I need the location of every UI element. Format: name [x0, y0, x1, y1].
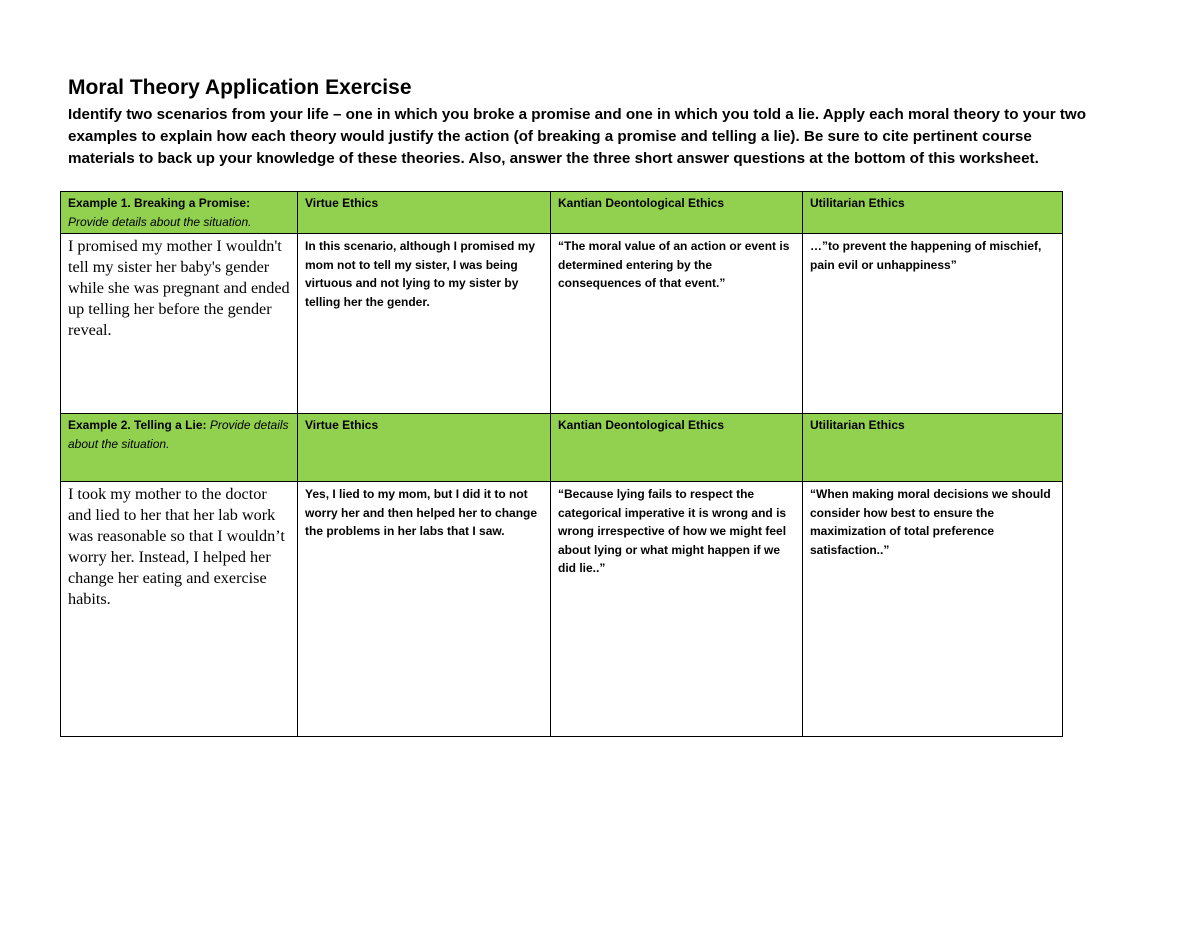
example-1-answer-row: [61, 234, 1063, 414]
example-1-label-cell: [61, 192, 298, 234]
example-1-header-row: [61, 192, 1063, 234]
example-2-kantian-answer[interactable]: “Because lying fails to respect the categorical imperative it is wrong and is wrong irrespective of how we might feel about lying or what might happen if we did lie..”: [551, 482, 803, 737]
page-title-suffix: Exercise: [325, 76, 412, 99]
example-2-label-cell: [61, 414, 298, 482]
example-2-kantian-header: Kantian Deontological Ethics: [551, 414, 803, 482]
example-2-utilitarian-header: Utilitarian Ethics: [803, 414, 1063, 482]
example-2-utilitarian-answer[interactable]: “When making moral decisions we should consider how best to ensure the maximization of total preference satisfaction..”: [803, 482, 1063, 737]
example-1-prompt: Provide details about the situation.: [68, 214, 252, 229]
example-2-answer-row: [61, 482, 1063, 737]
example-1-utilitarian-header: Utilitarian Ethics: [803, 192, 1063, 234]
example-1-utilitarian-answer[interactable]: …”to prevent the happening of mischief, pain evil or unhappiness”: [803, 234, 1063, 414]
example-2-header-row: [61, 414, 1063, 482]
example-1-virtue-header: Virtue Ethics: [298, 192, 551, 234]
example-2-label: Example 2. Telling a Lie:: [68, 418, 207, 432]
example-1-kantian-answer[interactable]: “The moral value of an action or event is determined entering by the consequences of that event.”: [551, 234, 803, 414]
example-1-virtue-answer[interactable]: In this scenario, although I promised my mom not to tell my sister, I was being virtuous and not lying to my sister by telling her the gender.: [298, 234, 551, 414]
example-2-virtue-header: Virtue Ethics: [298, 414, 551, 482]
example-2-virtue-answer[interactable]: Yes, I lied to my mom, but I did it to not worry her and then helped her to change the problems in her labs that I saw.: [298, 482, 551, 737]
example-2-prompt: Provide details about the situation.: [68, 418, 289, 451]
example-2-scenario[interactable]: I took my mother to the doctor and lied to her that her lab work was reasonable so that I wouldn’t worry her. Instead, I helped her change her eating and exercise habits.: [61, 482, 298, 737]
example-1-kantian-header: Kantian Deontological Ethics: [551, 192, 803, 234]
ethics-worksheet-table: [60, 191, 1063, 737]
page-title: [68, 76, 412, 100]
example-1-scenario[interactable]: I promised my mother I wouldn't tell my sister her baby's gender while she was pregnant and ended up telling her before the gender reveal.: [61, 234, 298, 414]
instructions-paragraph: Identify two scenarios from your life – one in which you broke a promise and one in which you told a lie. Apply each moral theory to your two examples to explain how each theory would justify the action (of breaking a promise and telling a lie). Be sure to cite pertinent course materials to back up your knowledge of these theories. Also, answer the three short answer questions at the bottom of this worksheet.: [68, 106, 1087, 167]
page-title-main: Moral Theory Application: [68, 76, 320, 99]
example-1-label: Example 1. Breaking a Promise:: [68, 196, 251, 210]
